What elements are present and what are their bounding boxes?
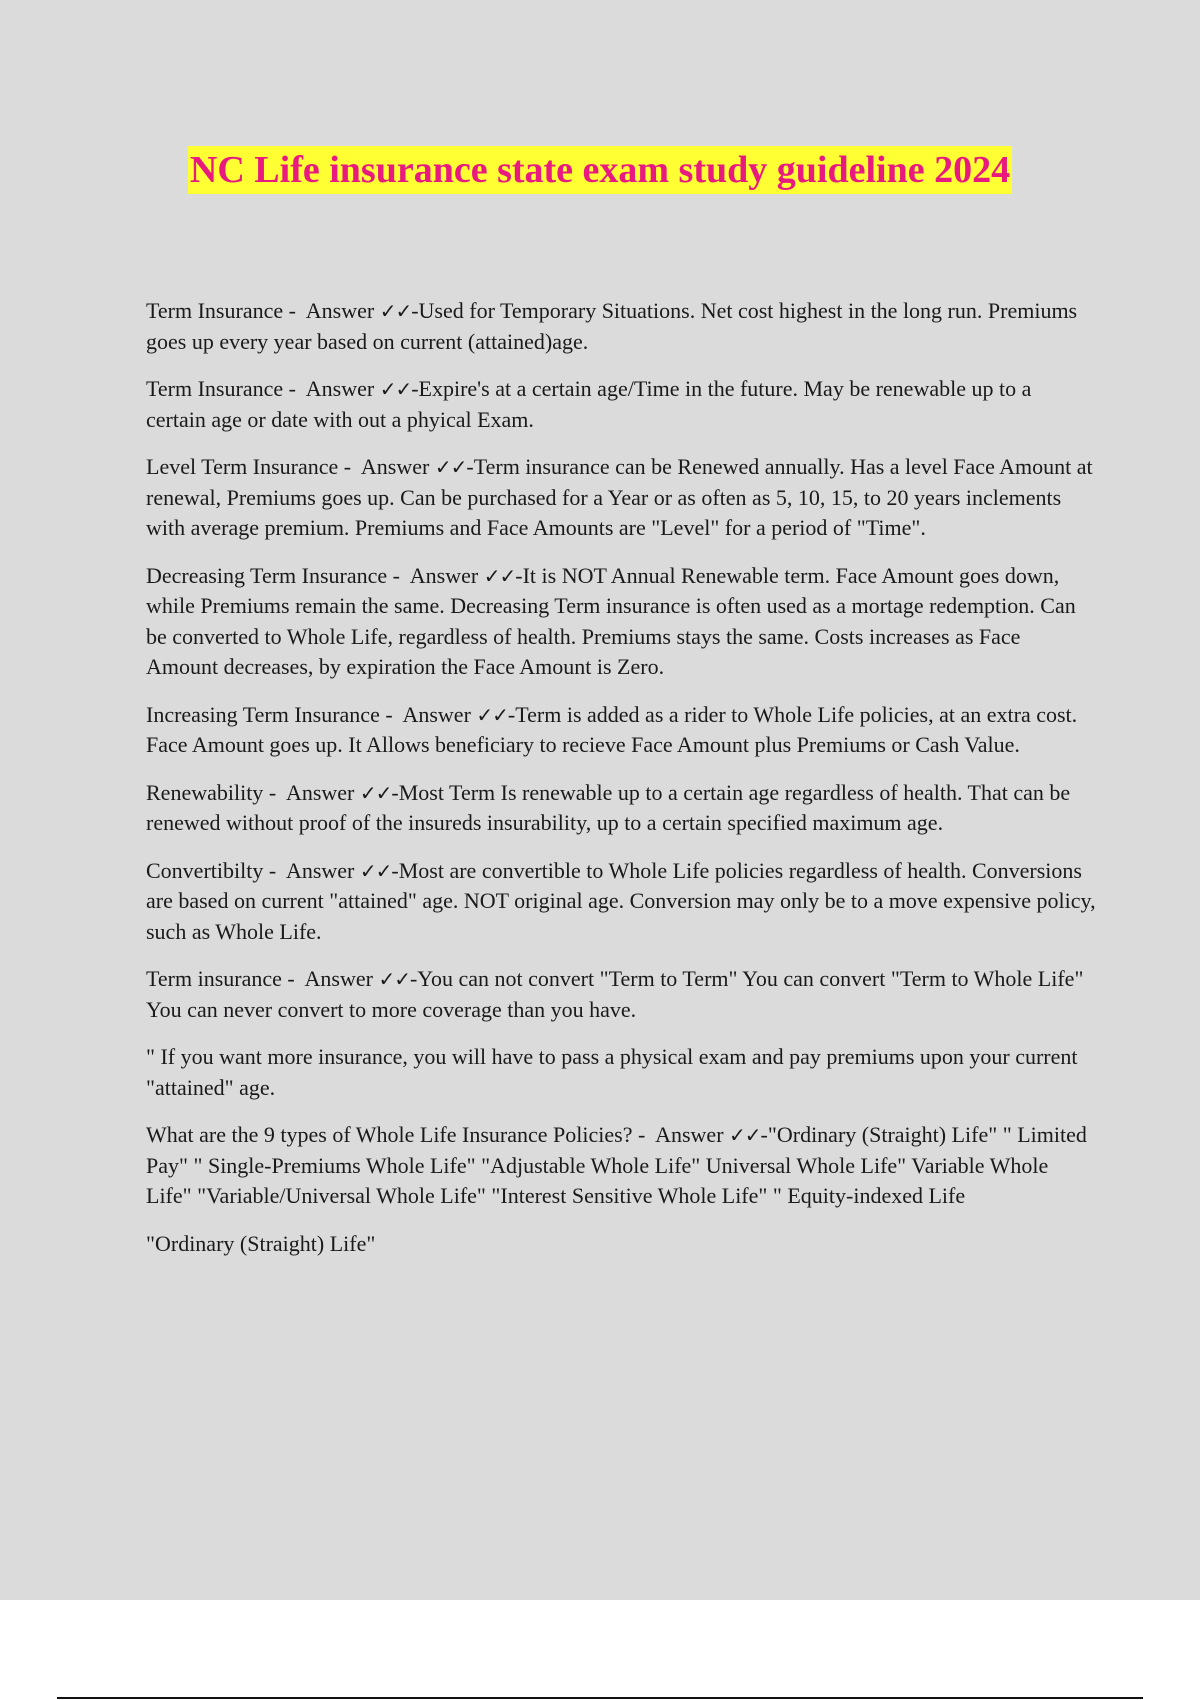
qa-question: Renewability — [146, 779, 264, 805]
qa-answer: -Term insurance can be Renewed annually. Has a level Face Amount at renewal, Premiums goes up. Can be purchased for a Year or as often as 5, 10, 15, to 20 years inclements with average premium. Premiums and Face Amounts are "Level" for a period of "Time". — [146, 454, 1093, 540]
double-check-icon: ✓✓ — [729, 1123, 761, 1147]
qa-answer: -Term is added as a rider to Whole Life policies, at an extra cost. Face Amount goes up. It Allows beneficiary to recieve Face Amount plus Premiums or Cash Value. — [146, 701, 1078, 757]
qa-entry: Increasing Term Insurance - Answer ✓✓-Term is added as a rider to Whole Life policies, at an extra cost. Face Amount goes up. It Allows beneficiary to recieve Face Amount plus Premiums or Cash Value. — [146, 701, 1078, 757]
trailing-line: "Ordinary (Straight) Life" — [146, 1230, 376, 1256]
title-wrap — [0, 146, 1200, 194]
qa-entry: Term insurance - Answer ✓✓-You can not convert "Term to Term" You can convert "Term to Whole Life" You can never convert to more coverage than you have. — [146, 966, 1084, 1022]
answer-label: Answer — [305, 376, 375, 401]
double-check-icon: ✓✓ — [379, 299, 412, 323]
qa-entry: Level Term Insurance - Answer ✓✓-Term insurance can be Renewed annually. Has a level Face Amount at renewal, Premiums goes up. Can be purchased for a Year or as often as 5, 10, 15, to 20 years inclements with average premium. Premiums and Face Amounts are "Level" for a period of "Time". — [146, 454, 1093, 540]
double-check-icon: ✓✓ — [378, 967, 410, 991]
qa-question: Term insurance — [146, 966, 282, 991]
qa-question: Convertibilty — [146, 857, 264, 883]
qa-question: Term Insurance — [146, 376, 284, 401]
qa-question: Term Insurance — [146, 298, 284, 323]
double-check-icon: ✓✓ — [359, 858, 392, 883]
qa-answer: -Expire's at a certain age/Time in the future. May be renewable up to a certain age or date with out a phyical Exam. — [146, 376, 1032, 432]
qa-answer: -You can not convert "Term to Term" You can convert "Term to Whole Life" You can never convert to more coverage than you have. — [146, 966, 1084, 1022]
qa-question: What are the 9 types of Whole Life Insurance Policies? — [146, 1122, 633, 1147]
bottom-divider — [57, 1697, 1143, 1699]
qa-answer: -Most are convertible to Whole Life policies regardless of health. Conversions are based on current "attained" age. NOT original age. Conversion may only be to a move expensive policy, such as Whole Life. — [146, 857, 1096, 944]
answer-label: Answer — [285, 779, 355, 805]
answer-label: Answer — [402, 701, 471, 727]
document-body — [146, 296, 1096, 1276]
answer-label: Answer — [305, 298, 375, 323]
answer-label: Answer — [655, 1122, 724, 1147]
double-check-icon: ✓✓ — [476, 702, 508, 727]
answer-label: Answer — [285, 857, 355, 883]
double-check-icon: ✓✓ — [434, 455, 467, 479]
qa-entry: Convertibilty - Answer ✓✓-Most are convertible to Whole Life policies regardless of health. Conversions are based on current "attained" age. NOT original age. Conversion may only be to a move expensive policy, such as Whole Life. — [146, 857, 1096, 944]
qa-answer: -It is NOT Annual Renewable term. Face Amount goes down, while Premiums remain the same. Decreasing Term insurance is often used as a mortage redemption. Can be converted to Whole Life, regardless of health. Premiums stays the same. Costs increases as Face Amount decreases, by expiration the Face Amount is Zero. — [146, 562, 1076, 679]
qa-answer: -Used for Temporary Situations. Net cost highest in the long run. Premiums goes up every year based on current (attained)age. — [146, 298, 1078, 354]
qa-entry: Term Insurance - Answer ✓✓-Expire's at a certain age/Time in the future. May be renewable up to a certain age or date with out a phyical Exam. — [146, 376, 1032, 432]
answer-label: Answer — [360, 454, 430, 479]
answer-label: Answer — [409, 562, 479, 588]
note-paragraph: " If you want more insurance, you will have to pass a physical exam and pay premiums upon your current "attained" age. — [146, 1044, 1078, 1100]
page-title: NC Life insurance state exam study guideline 2024 — [188, 146, 1012, 194]
qa-entry: Decreasing Term Insurance - Answer ✓✓-It is NOT Annual Renewable term. Face Amount goes down, while Premiums remain the same. Decreasing Term insurance is often used as a mortage redemption. Can be converted to Whole Life, regardless of health. Premiums stays the same. Costs increases as Face Amount decreases, by expiration the Face Amount is Zero. — [146, 562, 1076, 679]
double-check-icon: ✓✓ — [359, 780, 392, 805]
qa-question: Decreasing Term Insurance — [146, 562, 388, 588]
qa-entry: What are the 9 types of Whole Life Insurance Policies? - Answer ✓✓-"Ordinary (Straight) Life" " Limited Pay" " Single-Premiums Whole Life" "Adjustable Whole Life" Universal Whole Life" Variable Whole Life" "Variable/Universal Whole Life" "Interest Sensitive Whole Life" " Equity-indexed Life — [146, 1122, 1087, 1208]
double-check-icon: ✓✓ — [483, 563, 516, 588]
qa-answer: -"Ordinary (Straight) Life" " Limited Pay" " Single-Premiums Whole Life" "Adjustable Whole Life" Universal Whole Life" Variable Whole Life" "Variable/Universal Whole Life" "Interest Sensitive Whole Life" " Equity-indexed Life — [146, 1122, 1087, 1208]
qa-answer: -Most Term Is renewable up to a certain age regardless of health. That can be renewed without proof of the insureds insurability, up to a certain specified maximum age. — [146, 779, 1071, 835]
double-check-icon: ✓✓ — [379, 377, 412, 401]
answer-label: Answer — [304, 966, 373, 991]
qa-question: Increasing Term Insurance — [146, 701, 380, 727]
qa-entry: Term Insurance - Answer ✓✓-Used for Temporary Situations. Net cost highest in the long run. Premiums goes up every year based on current (attained)age. — [146, 298, 1078, 354]
qa-question: Level Term Insurance — [146, 454, 339, 479]
qa-entry: Renewability - Answer ✓✓-Most Term Is renewable up to a certain age regardless of health. That can be renewed without proof of the insureds insurability, up to a certain specified maximum age. — [146, 779, 1071, 835]
